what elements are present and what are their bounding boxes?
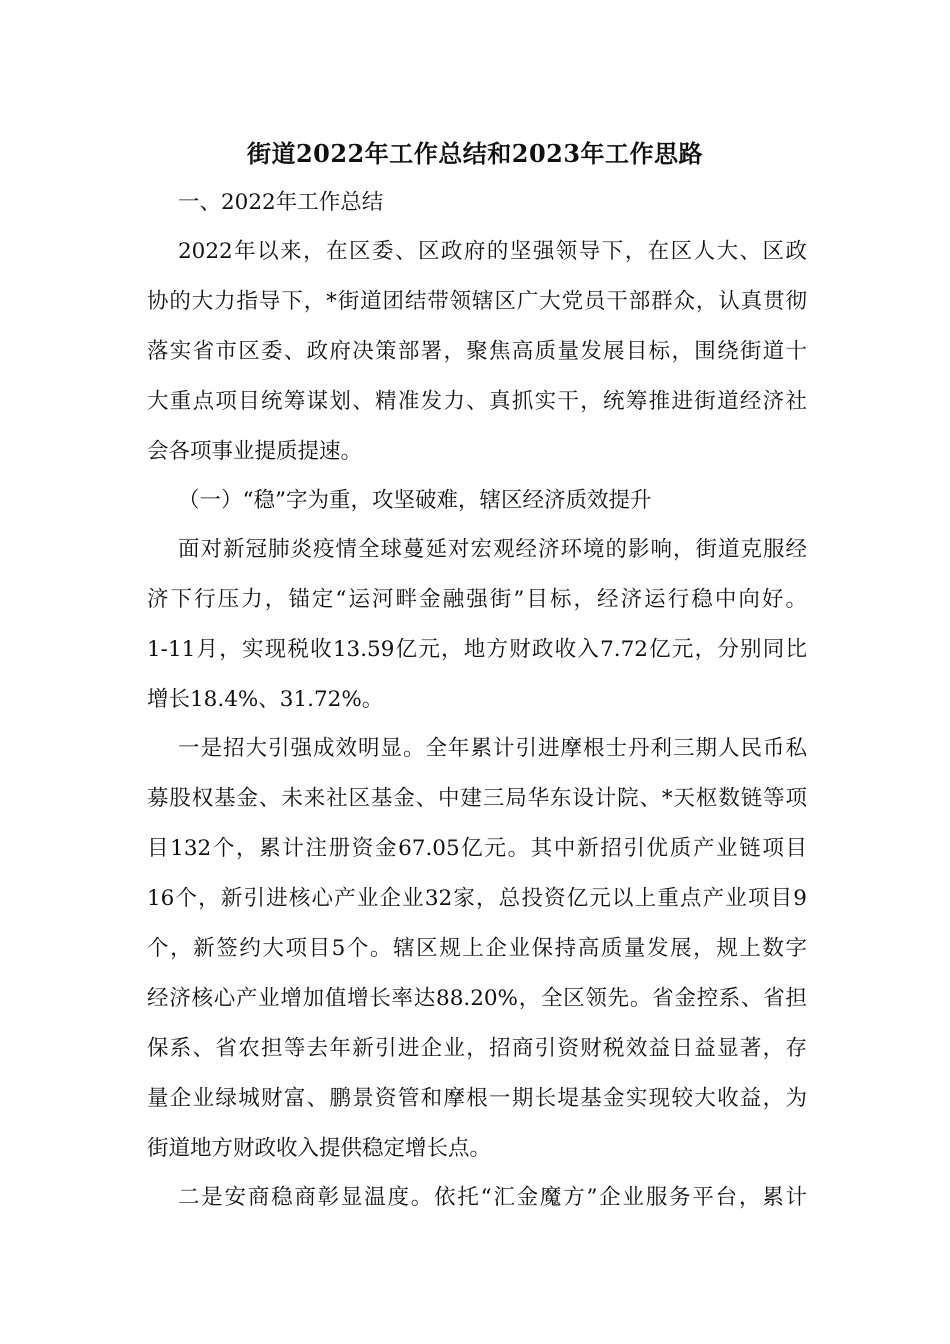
paragraph-line: 济下行压力，锚定“运河畔金融强街”目标，经济运行稳中向好。 bbox=[147, 587, 807, 612]
subsection-heading: （一）“稳”字为重，攻坚破难，辖区经济质效提升 bbox=[178, 488, 652, 513]
paragraph-line: 量企业绿城财富、鹏景资管和摩根一期长堤基金实现较大收益，为 bbox=[147, 1086, 807, 1111]
document-title: 街道2022年工作总结和2023年工作思路 bbox=[246, 139, 704, 168]
paragraph-line: 经济核心产业增加值增长率达88.20%，全区领先。省金控系、省担 bbox=[147, 986, 807, 1011]
paragraph-line: 二是安商稳商彰显温度。依托“汇金魔方”企业服务平台，累计 bbox=[178, 1185, 807, 1210]
paragraph-line: 大重点项目统筹谋划、精准发力、真抓实干，统筹推进街道经济社 bbox=[147, 389, 807, 414]
paragraph-line: 募股权基金、未来社区基金、中建三局华东设计院、*天枢数链等项 bbox=[147, 786, 807, 811]
paragraph-line: 增长18.4%、31.72%。 bbox=[147, 687, 384, 712]
section-heading: 一、2022年工作总结 bbox=[178, 190, 384, 215]
paragraph-line: 街道地方财政收入提供稳定增长点。 bbox=[147, 1136, 492, 1161]
paragraph-line: 1-11月，实现税收13.59亿元，地方财政收入7.72亿元，分别同比 bbox=[147, 637, 807, 662]
paragraph-line: 目132个，累计注册资金67.05亿元。其中新招引优质产业链项目 bbox=[147, 836, 807, 861]
paragraph-line: 2022年以来，在区委、区政府的坚强领导下，在区人大、区政 bbox=[178, 239, 807, 264]
paragraph-line: 落实省市区委、政府决策部署，聚焦高质量发展目标，围绕街道十 bbox=[147, 339, 807, 364]
paragraph-line: 保系、省农担等去年新引进企业，招商引资财税效益日益显著，存 bbox=[147, 1036, 807, 1061]
paragraph-line: 面对新冠肺炎疫情全球蔓延对宏观经济环境的影响，街道克服经 bbox=[178, 537, 807, 562]
paragraph-line: 16个，新引进核心产业企业32家，总投资亿元以上重点产业项目9 bbox=[147, 886, 807, 911]
paragraph-line: 会各项事业提质提速。 bbox=[147, 439, 363, 464]
paragraph-line: 个，新签约大项目5个。辖区规上企业保持高质量发展，规上数字 bbox=[147, 936, 807, 961]
paragraph-line: 协的大力指导下，*街道团结带领辖区广大党员干部群众，认真贯彻 bbox=[147, 289, 807, 314]
paragraph-line: 一是招大引强成效明显。全年累计引进摩根士丹利三期人民币私 bbox=[178, 736, 807, 761]
